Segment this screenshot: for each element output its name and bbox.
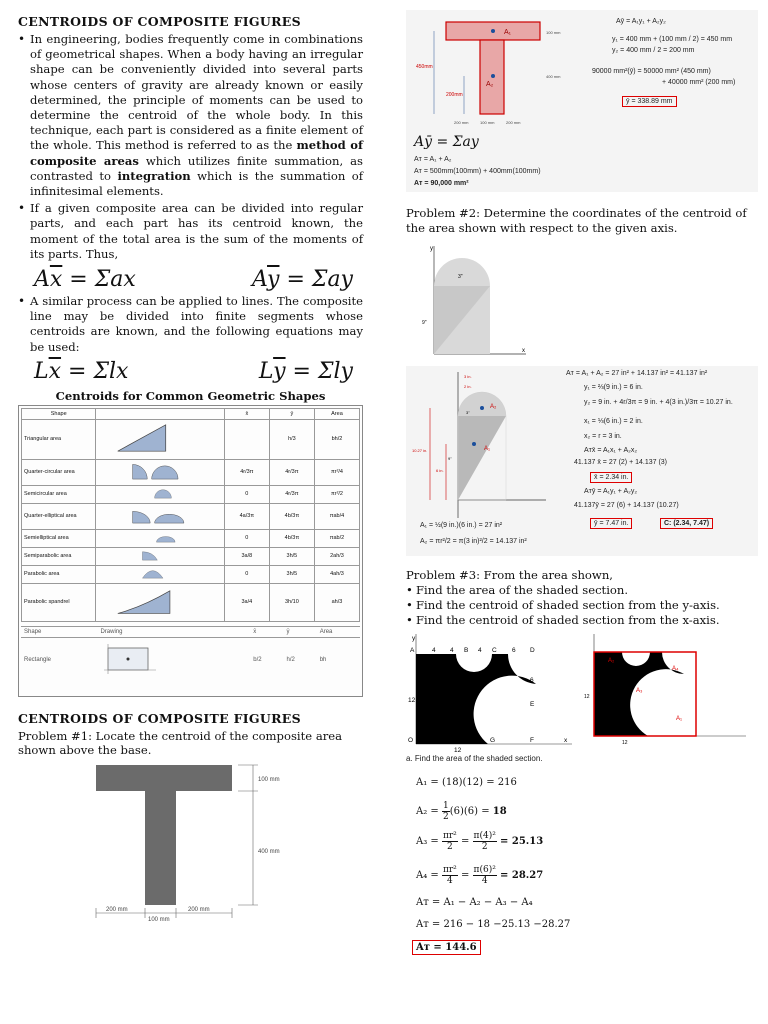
rect-drawing [97,637,250,681]
sol2-y2: y₂ = 9 in. + 4r/3π = 9 in. + 4(3 in.)/3π = 10.27 in. [584,399,733,406]
calc-at-2: Aᴛ = 216 − 18 −25.13 −28.27 [416,919,571,930]
problem-3-text: Problem #3: From the area shown, [406,568,613,582]
sol2-x1: x₁ = ⅓(6 in.) = 2 in. [584,418,643,425]
rectangle-diagram [100,642,160,676]
sol2-a1: A₁ [484,446,491,452]
area-formulas [18,264,363,294]
svg-text:10.27 in.: 10.27 in. [412,448,428,453]
table-row [22,503,360,529]
dim-b3: 200 mm [188,906,210,913]
shape-y: 4r/3π [269,459,314,485]
problem-3-tasks [406,583,758,628]
svg-text:6: 6 [530,677,534,684]
shape-x: 4a/3π [224,503,269,529]
svg-text:12: 12 [622,740,628,746]
shape-name: Parabolic spandrel [22,583,96,621]
svg-text:6 in.: 6 in. [436,468,444,473]
svg-text:12: 12 [584,694,590,700]
svg-text:A: A [410,647,415,654]
shape-x [224,419,269,459]
sol2-y1: y₁ = ⅔(9 in.) = 6 in. [584,384,643,391]
sol2-res-x: x̄ = 2.34 in. [590,472,632,483]
problem-2-text: Problem #2: Determine the coordinates of the centroid of the area shown with respect to the given axis. [406,206,747,235]
shape-drawing [96,503,224,529]
calc-at-result: Aᴛ = 144.6 [412,940,481,955]
task-area: • Find the area of the shaded section. [406,583,758,598]
svg-text:B: B [464,647,469,654]
problem-2-solution-figure [410,368,550,528]
svg-text:y: y [412,635,416,642]
svg-text:200 mm: 200 mm [506,120,521,125]
svg-text:G: G [490,737,496,744]
formula-lx: $L\overline{x} = \Sigma lx$ [34,359,129,385]
eq-solve-1: 90000 mm²(ȳ) = 50000 mm² (450 mm) [592,68,711,75]
dim-3: 3" [458,274,463,280]
table-row [22,547,360,565]
shape-drawing [96,583,224,621]
svg-text:O: O [408,737,414,744]
calc-a4: A₄ = $\frac{\text{πr²}}{4}$ = $\frac{\text{π(6)²}}{4}$ = 28.27 [416,865,544,886]
col-y: ȳ [269,408,314,419]
table-row [22,583,360,621]
table-row [22,459,360,485]
table-title: Centroids for Common Geometric Shapes [55,388,326,403]
section-heading: CENTROIDS OF COMPOSITE FIGURES [18,14,301,29]
svg-text:x: x [564,737,568,744]
eq-y2: y₂ = 400 mm / 2 = 200 mm [612,47,695,54]
table-row [22,485,360,503]
svg-text:A₁: A₁ [676,716,683,722]
eq-at-1: Aᴛ = A₁ + A₂ [414,156,452,163]
svg-text:F: F [530,737,534,744]
svg-text:A₄: A₄ [672,666,679,672]
rectangle-table: Shape Drawing x̄ ȳ Area Rectangle b/2 h/2 bh [21,626,360,682]
svg-text:12: 12 [408,697,416,704]
problem-3-figures [406,632,758,752]
sol2-ay2: 41.137ȳ = 27 (6) + 14.137 (10.27) [574,502,679,509]
right-column [406,10,758,953]
svg-text:C: C [492,647,497,654]
svg-text:3": 3" [466,410,470,415]
shape-drawing [96,529,224,547]
svg-text:D: D [530,647,535,654]
shape-x: 3a/4 [224,583,269,621]
rect-name: Rectangle [21,637,97,681]
calc-a2: A₂ = $\frac{1}{2}$ (6)(6) = 18 [416,801,507,822]
dim-top-r: 100 mm [546,30,561,35]
shape-area: bh/2 [314,419,359,459]
formula-ly: $L\overline{y} = \Sigma ly$ [258,359,353,385]
part-a-label: a. Find the area of the shaded section. [406,754,543,763]
shape-y: h/3 [269,419,314,459]
svg-text:4: 4 [432,647,436,654]
svg-text:4: 4 [450,647,454,654]
col-drawing [96,408,224,419]
dim-200: 200mm [446,92,463,98]
dim-stem: 400 mm [258,848,280,855]
shape-name: Semicircular area [22,485,96,503]
shape-name: Quarter-circular area [22,459,96,485]
shape-name: Triangular area [22,419,96,459]
shape-area: ah/3 [314,583,359,621]
sol2-a2-eq: A₂ = πr²/2 = π(3 in)²/2 = 14.137 in² [420,538,527,545]
shape-area: πab/2 [314,529,359,547]
dim-stem-r: 400 mm [546,74,561,79]
shape-area: 4ah/3 [314,565,359,583]
task-centroid-y: • Find the centroid of shaded section from the y-axis. [406,598,758,613]
shape-y: 3h/5 [269,565,314,583]
dim-b1: 200 mm [106,906,128,913]
sol2-x2: x₂ = r = 3 in. [584,433,622,440]
sol2-ay: Aᴛȳ = A₁y₁ + A₂y₂ [584,488,638,495]
shape-name: Semiparabolic area [22,547,96,565]
t-section-figure [88,763,358,923]
col-area: Area [314,408,359,419]
eq-y1: y₁ = 400 mm + (100 mm / 2) = 450 mm [612,36,733,43]
shape-x: 0 [224,565,269,583]
solution-2-image [406,366,758,556]
shapes-table [21,408,360,622]
shape-x: 4r/3π [224,459,269,485]
shape-name: Semielliptical area [22,529,96,547]
svg-text:200 mm: 200 mm [454,120,469,125]
shape-y: 4b/3π [269,529,314,547]
axis-y: y [430,246,433,252]
label-a1: A₁ [504,29,512,36]
calc-at-1: Aᴛ = A₁ − A₂ − A₃ − A₄ [416,897,533,908]
rect-x: b/2 [250,637,283,681]
shape-area: πab/4 [314,503,359,529]
result-ybar: ȳ = 338.89 mm [622,96,677,107]
dim-top: 100 mm [258,776,280,783]
rect-y: h/2 [283,637,316,681]
svg-text:2 in.: 2 in. [464,384,472,389]
shape-x: 0 [224,485,269,503]
intro-bullets [18,32,363,262]
shape-y: 3h/10 [269,583,314,621]
col-shape: Shape [22,408,96,419]
t-section-solution-figure [414,16,574,128]
problem-2-figure [418,242,528,360]
bullet-moments: • If a given composite area can be divided into regular parts, and each part has its centroid known, the moment of the total area is the sum of the moments of its parts. Thus, [18,201,363,262]
problem-1-text: Problem #1: Locate the centroid of the composite area shown above the base. [18,728,343,757]
shape-drawing [96,547,224,565]
sol2-ax2: 41.137 x̄ = 27 (2) + 14.137 (3) [574,459,668,466]
sol2-at: Aᴛ = A₁ + A₂ = 27 in² + 14.137 in² = 41.137 in² [566,370,708,377]
left-column [18,14,363,927]
area-calculations [406,763,758,933]
svg-text:3 in.: 3 in. [464,374,472,379]
svg-text:6: 6 [512,647,516,654]
shape-drawing [96,565,224,583]
sol2-res-y: ȳ = 7.47 in. [590,518,632,529]
rect-area: bh [317,637,360,681]
shape-drawing [96,419,224,459]
shape-x: 0 [224,529,269,547]
problem-3-solution-figure [582,632,752,752]
shape-area: πr²/2 [314,485,359,503]
dim-450: 450mm [416,64,433,70]
svg-text:100 mm: 100 mm [480,120,495,125]
calc-a3: A₃ = $\frac{\text{πr²}}{2}$ = $\frac{\text{π(4)²}}{2}$ = 25.13 [416,831,544,852]
shape-drawing [96,459,224,485]
shape-drawing [96,485,224,503]
svg-text:9": 9" [448,456,452,461]
eq-solve-2: + 40000 mm² (200 mm) [662,79,736,86]
shape-name: Parabolic area [22,565,96,583]
shape-y: 3h/5 [269,547,314,565]
sol2-ax: Aᴛx̄ = A₁x₁ + A₂x₂ [584,447,638,454]
eq-sum-ay: Aȳ = Σay [414,134,479,150]
svg-text:A₃: A₃ [636,688,643,694]
label-a2: A₂ [486,81,494,88]
svg-text:12: 12 [454,747,462,752]
shape-area: πr²/4 [314,459,359,485]
line-formulas [18,357,363,387]
sol2-res-c: C: (2.34, 7.47) [660,518,713,529]
svg-text:E: E [530,701,535,708]
dim-9: 9" [422,320,427,326]
svg-text:A₂: A₂ [608,658,615,664]
shape-area: 2ah/3 [314,547,359,565]
eq-at-3: Aᴛ = 90,000 mm² [414,180,469,187]
axis-x: x [522,348,525,354]
table-row [22,565,360,583]
calc-a1: A₁ = (18)(12) = 216 [416,777,517,788]
table-row [22,529,360,547]
problem-3-figure [406,632,578,752]
formula-ax: $A\overline{x} = \Sigma ax$ [34,266,136,292]
shape-name: Quarter-elliptical area [22,503,96,529]
shape-x: 3a/8 [224,547,269,565]
centroid-table [18,405,363,697]
eq-moment: Aȳ = A₁y₁ + A₂y₂ [616,18,666,25]
sol2-a2: A₂ [490,404,497,410]
table-row [22,419,360,459]
task-centroid-x: • Find the centroid of shaded section from the x-axis. [406,613,758,628]
lines-bullets [18,294,363,355]
section-heading-2: CENTROIDS OF COMPOSITE FIGURES [18,710,301,726]
sol2-a1-eq: A₁ = ½(9 in.)(6 in.) = 27 in² [420,522,503,529]
bullet-lines: • A similar process can be applied to lines. The composite line may be divided into finite segments whose centroids are known, and the following equations may be used: [18,294,363,355]
shape-y: 4b/3π [269,503,314,529]
eq-at-2: Aᴛ = 500mm(100mm) + 400mm(100mm) [414,168,541,175]
dim-b2: 100 mm [148,916,170,923]
formula-ay: $A\overline{y} = \Sigma ay$ [252,266,353,292]
svg-text:4: 4 [478,647,482,654]
col-x: x̄ [224,408,269,419]
shape-y: 4r/3π [269,485,314,503]
bullet-method: • In engineering, bodies frequently come in combinations of geometrical shapes. When a body having an irregular shape can be conveniently divided into several parts whose centers of gravity are already known or easily determined, the principle of moments can be used to determine the centroid of the whole body. In this technique, each part is considered as a finite element of the whole. This method is referred to as the method of composite areas which utilizes finite summation, as contrasted to integration which is the summation of infinitesimal elements. [18,32,363,199]
solution-1-image [406,10,758,192]
